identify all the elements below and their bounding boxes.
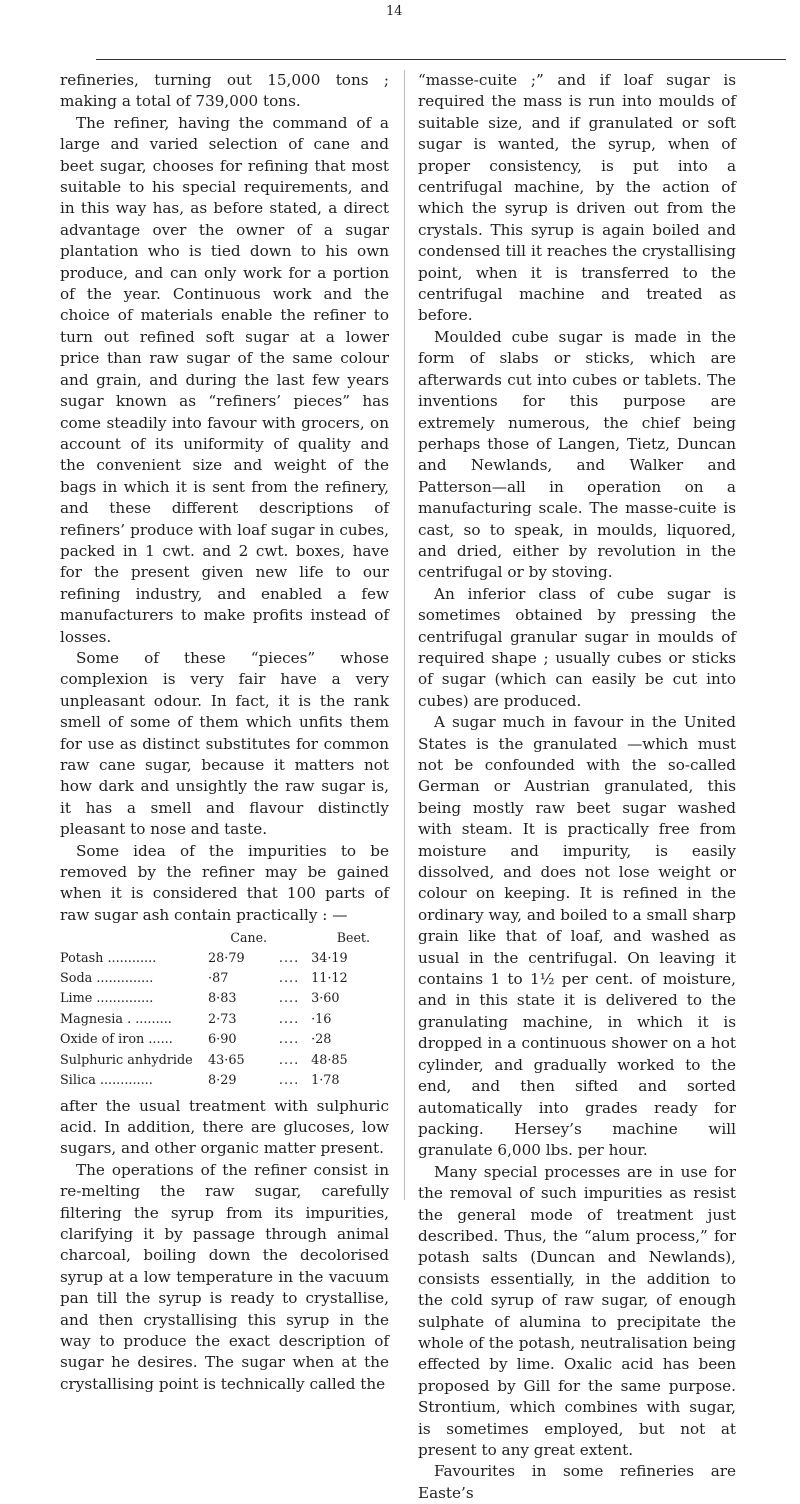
cell-cane: 8·29 [208,1073,237,1089]
header-cane: Cane. [230,930,268,946]
paragraph: Favourites in some refineries are Easte’s [418,1462,736,1502]
paragraph: An inferior class of cube sugar is sometimes obtained by pressing the centrifugal granular sugar in moulds of required shape ; usually cubes or sticks of sugar (which can easily be cut into cubes) are produced. [418,584,736,710]
cell-sep: .... [278,1052,300,1068]
cell-cane: 43·65 [208,1052,245,1068]
page-number: 14 [386,4,403,19]
paragraph: The operations of the refiner consist in re-melting the raw sugar, carefully filtering the syrup from its impurities, clarifying it by passage through animal charcoal, boiling down the decolorised syrup at a low temperature in the vacuum pan till the syrup is ready to crystallise, and then crystallising this syrup in the way to produce the exact description of sugar he desires. The sugar when at the crystallising point is technically called the [60,1160,389,1393]
paragraph: after the usual treatment with sulphuric acid. In addition, there are glucoses, low sugars, and other organic matter present. [60,1096,389,1158]
cell-sep: .... [278,950,300,966]
column-divider [404,70,405,1200]
header-beet: Beet. [336,930,370,946]
cell-name: Potash ............ [60,950,157,966]
paragraph: The refiner, having the command of a large and varied selection of cane and beet sugar, chooses for refining that most suitable to his special requirements, and in this way has, as before stated, a direct advantage over the owner of a sugar plantation who is tied down to his own produce, and can only work for a portion of the year. Continuous work and the choice of materials enable the refiner to turn out refined soft sugar at a lower price than raw sugar of the same colour and grain, and during the last few years sugar known as “refiners’ pieces” has come steadily into favour with grocers, on account of its uniformity of quality and the convenient size and weight of the bags in which it is sent from the refinery, and these different descriptions of refiners’ produce with loaf sugar in cubes, packed in 1 cwt. and 2 cwt. boxes, have for the present given new life to our refining industry, and enabled a few manufacturers to make profits instead of losses. [60,113,389,646]
cell-cane: 8·83 [208,991,237,1007]
table-header-row [60,928,370,948]
cell-beet: ·16 [311,1011,332,1027]
cell-beet: ·28 [311,1032,332,1048]
table-row [60,969,370,989]
left-column [60,70,389,1395]
cell-beet: 34·19 [311,950,348,966]
table-row [60,1071,370,1091]
cell-beet: 48·85 [311,1052,348,1068]
table-row [60,1051,370,1071]
table-row [60,989,370,1009]
cell-beet: 3·60 [311,991,340,1007]
cell-cane: 2·73 [208,1011,237,1027]
cell-name: Sulphuric anhydride [60,1052,193,1068]
cell-sep: .... [278,1032,300,1048]
cell-sep: .... [278,1073,300,1089]
paragraph: Moulded cube sugar is made in the form of slabs or sticks, which are afterwards cut into cubes or tablets. The inventions for this purpose are extremely numerous, the chief being perhaps those of Langen, Tietz, Duncan and Newlands, and Walker and Patterson—all in operation on a manufacturing scale. The masse-cuite is cast, so to speak, in moulds, liquored, and dried, either by revolution in the centrifugal or by stoving. [418,327,736,582]
table-row [60,1030,370,1050]
cell-name: Magnesia . ......... [60,1011,172,1027]
cell-cane: 6·90 [208,1032,237,1048]
table-row [60,949,370,969]
cell-name: Oxide of iron ...... [60,1032,173,1048]
cell-name: Lime .............. [60,991,154,1007]
paragraph: Many special processes are in use for the removal of such impurities as resist the general mode of treatment just described. Thus, the “alum process,” for potash salts (Duncan and Newlands), consists essentially, in the addition to the cold syrup of raw sugar, of enough sulphate of alumina to precipitate the whole of the potash, neutralisation being effected by lime. Oxalic acid has been proposed by Gill for the same purpose. Strontium, which combines with sugar, is sometimes employed, but not at present to any great extent. [418,1162,736,1459]
right-column [418,70,736,1504]
cell-cane: ·87 [208,971,229,987]
cell-cane: 28·79 [208,950,245,966]
cell-beet: 11·12 [311,971,348,987]
paragraph: A sugar much in favour in the United States is the granulated —which must not be confounded with the so-called German or Austrian granulated, this being mostly raw beet sugar washed with steam. It is practically free from moisture and impurity, is easily dissolved, and does not lose weight or colour on keeping. It is refined in the ordinary way, and boiled to a small sharp grain like that of loaf, and washed as usual in the centrifugal. On leaving it contains 1 to 1½ per cent. of moisture, and in this state it is delivered to the granulating machine, in which it is dropped in a continuous shower on a hot cylinder, and gradually worked to the end, and then sifted and sorted automatically into grades ready for packing. Hersey’s machine will granulate 6,000 lbs. per hour. [418,713,736,1160]
cell-name: Silica ............. [60,1073,153,1089]
cell-sep: .... [278,971,300,987]
table-row [60,1010,370,1030]
paragraph: Some idea of the impurities to be removed by the refiner may be gained when it is considered that 100 parts of raw sugar ash contain practically : — [60,841,389,924]
cell-name: Soda .............. [60,971,154,987]
paragraph: “masse-cuite ;” and if loaf sugar is required the mass is run into moulds of suitable size, and if granulated or soft sugar is wanted, the syrup, when of proper consistency, is put into a centrifugal machine, by the action of which the syrup is driven out from the crystals. This syrup is again boiled and condensed till it reaches the crystallising point, when it is transferred to the centrifugal machine and treated as before. [418,71,736,325]
cell-sep: .... [278,991,300,1007]
paragraph: Some of these “pieces” whose complexion is very fair have a very unpleasant odour. In fact, it is the rank smell of some of them which unfits them for use as distinct substitutes for common raw cane sugar, because it matters not how dark and unsightly the raw sugar is, it has a smell and flavour distinctly pleasant to nose and taste. [60,648,389,839]
header-rule [96,59,786,60]
paragraph: refineries, turning out 15,000 tons ; making a total of 739,000 tons. [60,71,389,111]
cell-sep: .... [278,1011,300,1027]
ash-composition-table [60,928,370,1091]
cell-beet: 1·78 [311,1073,340,1089]
